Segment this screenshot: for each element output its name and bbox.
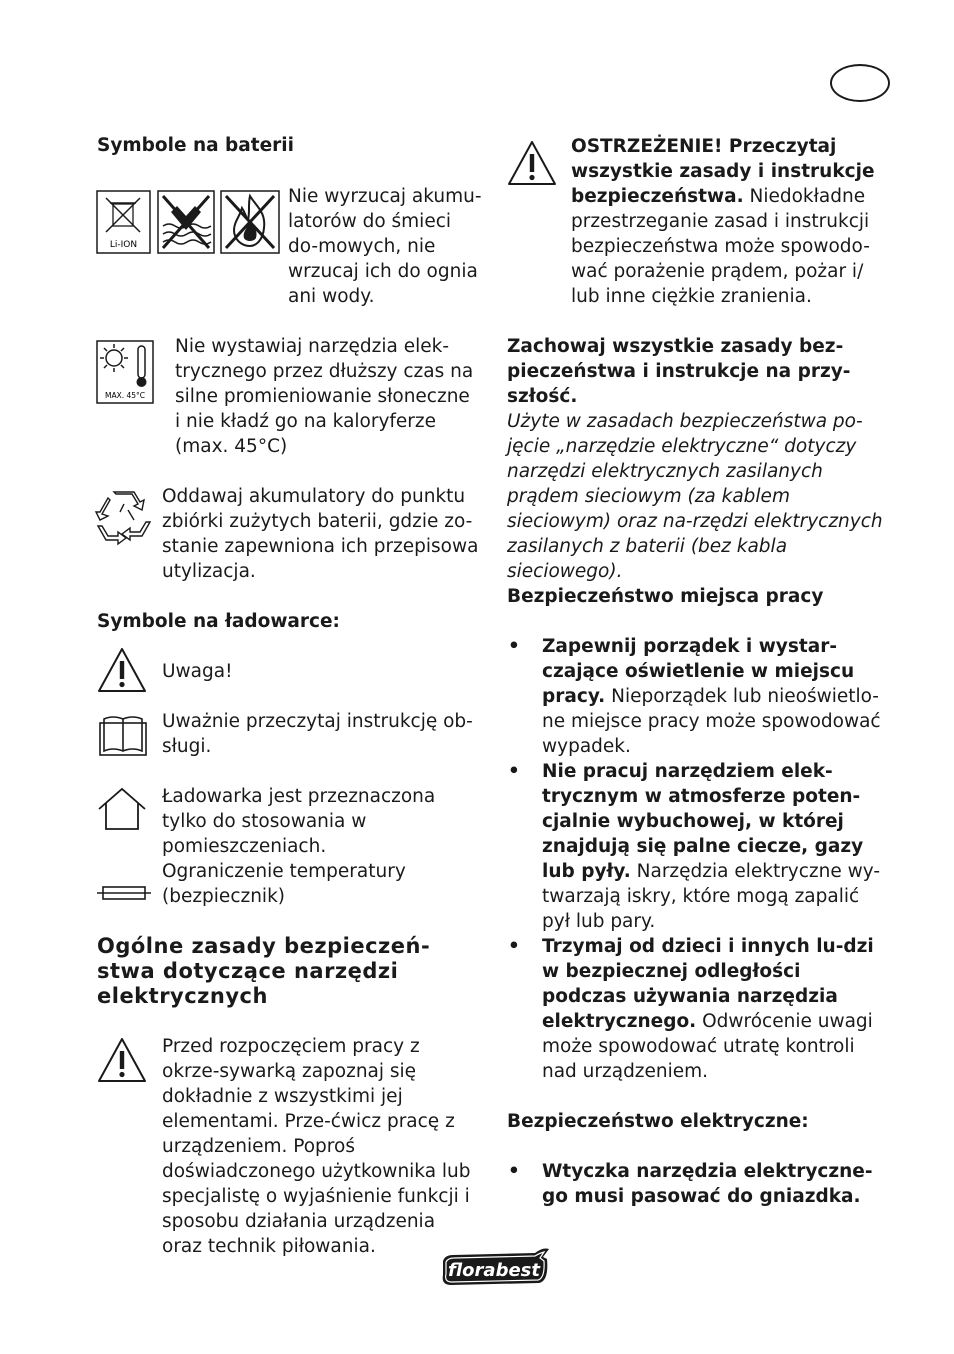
warning-text: Niedokładne przestrzeganie zasad i instrukcji bezpieczeństwa może spowodo-wać porażenie prądem, pożar i/ lub inne ciężkie zranienia. [571,186,870,307]
electrical-safety-heading: Bezpieczeństwo elektryczne: [507,1111,809,1132]
workplace-list [508,634,890,1084]
li-ion-label: Li-ION [109,240,138,250]
open-book-icon [98,715,148,757]
recycle-text: Oddawaj akumulatory do punktu zbiórki zużytych baterii, gdzie zo-stanie zapewniona ich przepisowa utylizacja. [162,486,479,582]
charger-item-fuse: Ograniczenie temperatury (bezpiecznik) [162,861,406,907]
workplace-safety-heading: Bezpieczeństwo miejsca pracy [507,586,824,607]
list-item: • Nie pracuj narzędziem elek-trycznym w atmosferze poten-cjalnie wybuchowej, w której znajdują się palne ciecze, gazy lub pyły. Narzędzia elektryczne wy-twarzają iskry, które mogą zapalić pył lub pary. [508,761,881,932]
general-safety-heading: Ogólne zasady bezpieczeń-stwa dotyczące narzędzi elektrycznych [97,934,431,1008]
heat-warning-text: Nie wystawiaj narzędzia elek-trycznego przez dłuższy czas na silne promieniowanie słoneczne i nie kładź go na kaloryferze (max. 45°C) [175,336,474,457]
battery-symbols-heading: Symbole na baterii [97,135,294,156]
charger-item-indoor: Ładowarka jest przeznaczona tylko do stosowania w pomieszczeniach. [162,786,436,857]
charger-symbols-heading: Symbole na ładowarce: [97,611,340,632]
list-item: • Wtyczka narzędzia elektryczne-go musi pasować do gniazdka. [508,1161,873,1207]
logo-text: florabest [448,1260,540,1281]
warning-bold: OSTRZEŻENIE! Przeczytaj wszystkie zasady i instrukcje bezpieczeństwa. [571,136,875,207]
warning-paragraph [571,134,889,309]
recycle-icon [94,490,154,546]
warning-triangle-icon [507,140,557,186]
electrical-list [508,1159,890,1209]
list-item: • Trzymaj od dzieci i innych lu-dzi w bezpiecznej odległości podczas używania narzędzia elektrycznego. Odwrócenie uwagi może spowodować utratę kontroli nad urządzeniem. [508,936,874,1082]
heat-limit-icon [96,340,154,404]
max-temp-label: MAX. 45°C [104,391,146,400]
warning-triangle-icon [97,647,147,693]
no-water-icon [157,190,215,254]
keep-instructions-paragraph [507,334,891,584]
list-item: • Zapewnij porządek i wystar-czające oświetlenie w miejscu pracy. Nieporządek lub nieoświetlo-ne miejsce pracy może spowodować wypadek. [508,636,881,757]
keep-bold: Zachowaj wszystkie zasady bez-pieczeństwa i instrukcje na przy-szłość. [507,336,851,407]
no-household-waste-icon [96,190,151,254]
no-fire-icon [220,190,280,254]
language-badge [830,64,890,102]
keep-italic: Użyte w zasadach bezpieczeństwa po-jęcie „narzędzie elektryczne“ dotyczy narzędzi elektrycznych zasilanych prądem sieciowym (za kablem sieciowym) oraz na-rzędzi elektrycznych zasilanych z baterii (bez kabla sieciowego). [507,411,883,582]
fuse-icon [97,884,151,902]
charger-item-read-manual: Uważnie przeczytaj instrukcję ob-sługi. [162,711,473,757]
warning-triangle-icon [97,1037,147,1083]
florabest-logo [439,1245,551,1289]
battery-disposal-text: Nie wyrzucaj akumu-latorów do śmieci do-mowych, nie wrzucaj ich do ognia ani wody. [288,186,482,307]
general-safety-text: Przed rozpoczęciem pracy z okrze-sywarką zapoznaj się dokładnie z wszystkimi jej elementami. Prze-ćwicz pracę z urządzeniem. Poproś doświadczonego użytkownika lub specjalistę o wyjaśnienie funkcji i sposobu działania urządzenia oraz technik piłowania. [162,1036,471,1257]
charger-item-attention: Uwaga! [162,661,233,682]
indoor-house-icon [97,787,147,831]
